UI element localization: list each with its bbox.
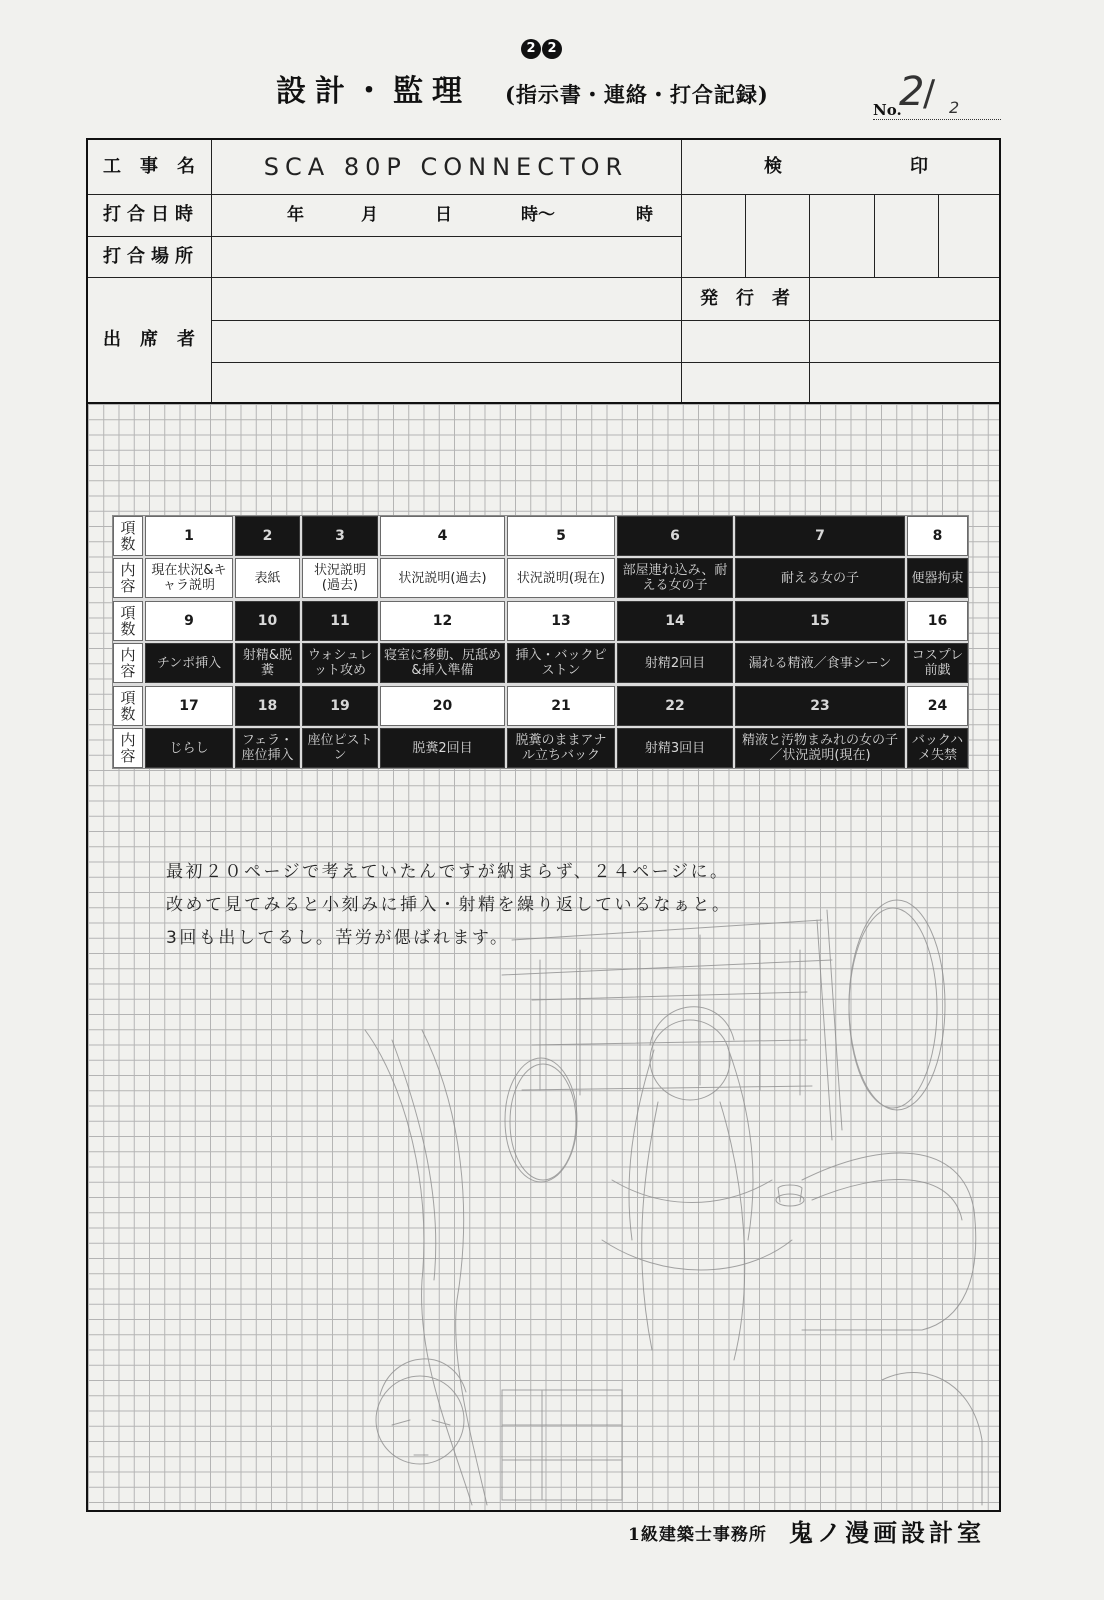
table-rule xyxy=(211,320,999,321)
plan-page-number: 20 xyxy=(380,686,505,726)
form-subtitle: (指示書・連絡・打合記録) xyxy=(505,82,769,107)
plan-page-content: 現在状況&キャラ説明 xyxy=(145,558,233,598)
plan-page-content: バックハメ失禁 xyxy=(907,728,968,768)
plan-page-number: 7 xyxy=(735,516,905,556)
plan-page-number: 2 xyxy=(235,516,300,556)
note-line: 3回も出してるし。苦労が偲ばれます。 xyxy=(166,928,510,948)
sketch-face-bottom-left xyxy=(376,1359,466,1464)
plan-page-number: 3 xyxy=(302,516,378,556)
plan-page-number: 15 xyxy=(735,601,905,641)
plan-page-content: 挿入・バックピストン xyxy=(507,643,615,683)
office-type: 1級建築士事務所 xyxy=(628,1525,767,1545)
plan-page-content: フェラ・座位挿入 xyxy=(235,728,300,768)
plan-page-content: 射精&脱糞 xyxy=(235,643,300,683)
table-rule xyxy=(211,362,999,363)
plan-page-content: コスプレ前戯 xyxy=(907,643,968,683)
plan-page-number: 16 xyxy=(907,601,968,641)
content-label: 内容 xyxy=(113,558,143,598)
project-name-label: 工事名 xyxy=(103,156,214,177)
meeting-place-label: 打合場所 xyxy=(103,246,199,267)
note-line: 改めて見てみると小刻みに挿入・射精を繰り返しているなぁと。 xyxy=(166,895,732,915)
issuer-label: 発行者 xyxy=(700,288,808,309)
plan-page-number: 8 xyxy=(907,516,968,556)
meeting-date-month: 月 xyxy=(361,205,378,225)
page-number-badge-digit: 2 xyxy=(521,39,541,59)
plan-page-number: 10 xyxy=(235,601,300,641)
plan-page-number: 1 xyxy=(145,516,233,556)
plan-page-number: 14 xyxy=(617,601,733,641)
plan-page-content: ウォシュレット攻め xyxy=(302,643,378,683)
plan-page-content: 便器拘束 xyxy=(907,558,968,598)
plan-page-content: 射精2回目 xyxy=(617,643,733,683)
plan-page-number: 6 xyxy=(617,516,733,556)
item-number-label: 項数 xyxy=(113,686,143,726)
plan-page-content: 漏れる精液／食事シーン xyxy=(735,643,905,683)
plan-page-content: 精液と汚物まみれの女の子／状況説明(現在) xyxy=(735,728,905,768)
plan-page-content: 寝室に移動、尻舐め&挿入準備 xyxy=(380,643,505,683)
plan-page-number: 23 xyxy=(735,686,905,726)
meeting-date-day: 日 xyxy=(435,205,452,225)
page-plan-block xyxy=(113,516,968,598)
table-rule xyxy=(88,194,999,195)
project-name-value: SCA 80P CONNECTOR xyxy=(263,153,629,181)
sheet-number-handwritten: 2 xyxy=(899,69,925,115)
sketch-cup xyxy=(776,1185,804,1206)
handwritten-note xyxy=(166,856,732,955)
inspection-stamp-label: 印 xyxy=(910,156,928,177)
office-name: 鬼ノ漫画設計室 xyxy=(789,1518,985,1547)
table-rule xyxy=(88,277,999,278)
plan-page-content: 部屋連れ込み、耐える女の子 xyxy=(617,558,733,598)
item-number-label: 項数 xyxy=(113,601,143,641)
sheet-number-label: No. xyxy=(873,101,902,119)
page-plan-block xyxy=(113,686,968,768)
page-number-badge-digit: 2 xyxy=(542,39,562,59)
plan-page-content: 表紙 xyxy=(235,558,300,598)
note-line: 最初２０ページで考えていたんですが納まらず、２４ページに。 xyxy=(166,862,730,882)
attendees-label: 出席者 xyxy=(103,329,214,350)
plan-page-number: 11 xyxy=(302,601,378,641)
table-rule xyxy=(809,277,810,402)
plan-page-content: 状況説明(過去) xyxy=(302,558,378,598)
plan-page-number: 9 xyxy=(145,601,233,641)
sketch-oval-right xyxy=(849,900,945,1110)
form-title: 設計・監理 xyxy=(276,74,471,109)
stamp-box-divider xyxy=(809,194,810,277)
plan-page-number: 22 xyxy=(617,686,733,726)
sketch-sofa-right xyxy=(802,1153,982,1505)
plan-page-content: 座位ピストン xyxy=(302,728,378,768)
plan-page-number: 21 xyxy=(507,686,615,726)
plan-page-number: 12 xyxy=(380,601,505,641)
item-number-label: 項数 xyxy=(113,516,143,556)
stamp-box-divider xyxy=(938,194,939,277)
plan-page-content: 脱糞2回目 xyxy=(380,728,505,768)
sheet-number-total: 2 xyxy=(949,98,960,117)
plan-page-number: 17 xyxy=(145,686,233,726)
inspection-stamp-label: 検 xyxy=(764,156,782,177)
meeting-time-to: 時 xyxy=(636,205,653,225)
plan-page-number: 18 xyxy=(235,686,300,726)
plan-page-number: 13 xyxy=(507,601,615,641)
meeting-date-year: 年 xyxy=(287,205,304,225)
stamp-box-divider xyxy=(745,194,746,277)
stamp-box-divider xyxy=(874,194,875,277)
meeting-time-from: 時～ xyxy=(521,205,555,225)
plan-page-number: 19 xyxy=(302,686,378,726)
sketch-oval-left xyxy=(505,1058,577,1182)
sketch-drape-left xyxy=(365,1030,487,1505)
sheet-number-underline xyxy=(873,119,1001,120)
pencil-sketch xyxy=(362,880,1001,1510)
table-rule xyxy=(88,236,681,237)
plan-page-number: 24 xyxy=(907,686,968,726)
plan-page-content: 状況説明(過去) xyxy=(380,558,505,598)
sketch-shelf xyxy=(502,1390,622,1500)
plan-page-content: チンポ挿入 xyxy=(145,643,233,683)
plan-page-content: 耐える女の子 xyxy=(735,558,905,598)
plan-page-content: 射精3回目 xyxy=(617,728,733,768)
meeting-info-table xyxy=(86,138,1001,404)
plan-page-number: 5 xyxy=(507,516,615,556)
sheet-number-slash: / xyxy=(923,73,936,114)
sketch-central-figure xyxy=(602,1007,792,1360)
content-label: 内容 xyxy=(113,643,143,683)
meeting-datetime-label: 打合日時 xyxy=(103,204,199,225)
plan-page-number: 4 xyxy=(380,516,505,556)
plan-page-content: じらし xyxy=(145,728,233,768)
page-plan-block xyxy=(113,601,968,683)
content-label: 内容 xyxy=(113,728,143,768)
plan-page-content: 状況説明(現在) xyxy=(507,558,615,598)
plan-page-content: 脱糞のままアナル立ちバック xyxy=(507,728,615,768)
page-plan-table xyxy=(112,515,969,769)
